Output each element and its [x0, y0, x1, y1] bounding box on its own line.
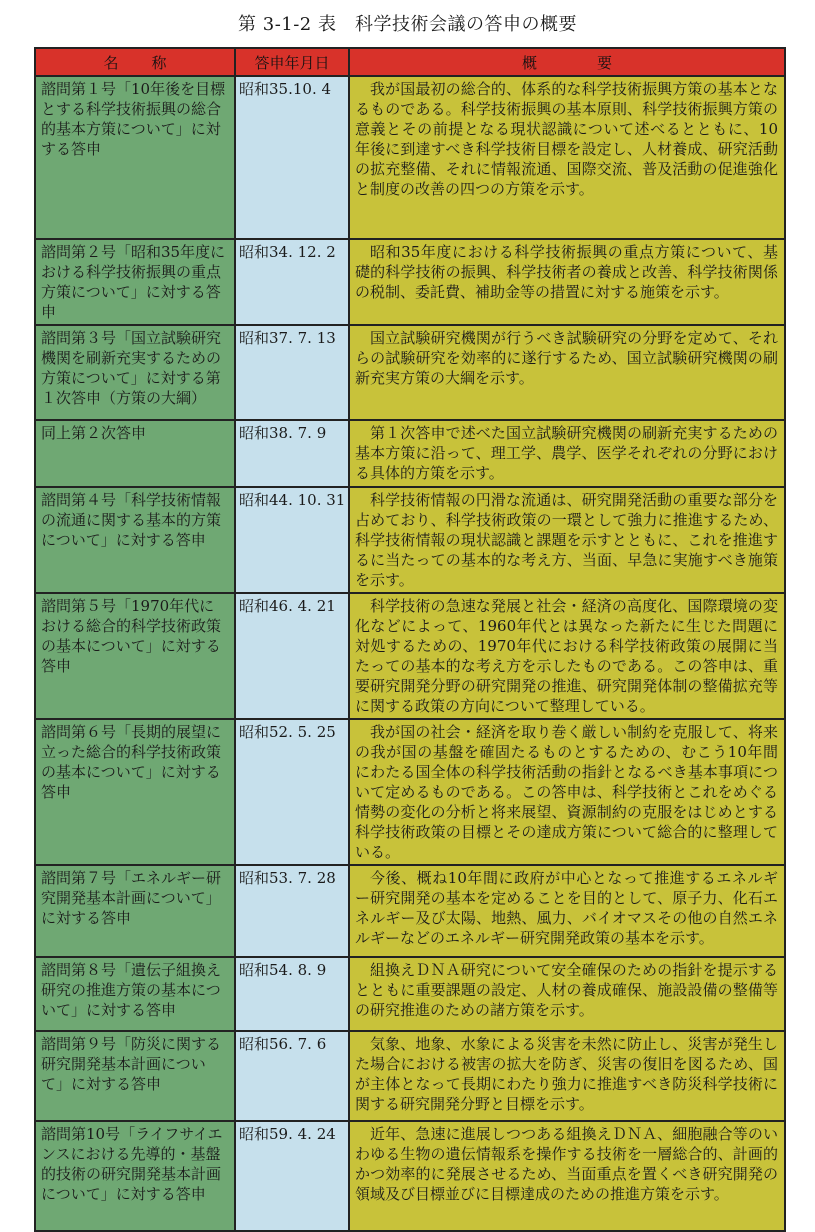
row-date: 昭和35.10. 4	[235, 76, 349, 239]
row-date: 昭和52. 5. 25	[235, 719, 349, 865]
table-row	[35, 957, 785, 1031]
row-date: 昭和54. 8. 9	[235, 957, 349, 1031]
row-summary: 気象、地象、水象による災害を未然に防止し、災害が発生した場合における被害の拡大を防ぎ、災害の復旧を図るため、国が主体となって長期にわたり強力に推進すべき防災科学技術に関する研究開発分野と目標を示す。	[349, 1031, 785, 1121]
row-summary: 我が国最初の総合的、体系的な科学技術振興方策の基本となるものである。科学技術振興の基本原則、科学技術振興方策の意義とその前提となる現状認識について述べるとともに、10年後に到達すべき科学技術目標を設定し、人材養成、研究活動の拡充整備、それに情報流通、国際交流、普及活動の促進強化と制度の改善の四つの方策を示す。	[349, 76, 785, 239]
summary-table	[34, 47, 786, 1232]
row-name: 諮問第５号「1970年代における総合的科学技術政策の基本について」に対する答申	[35, 593, 235, 719]
table-row	[35, 76, 785, 239]
table-title: 第 3-1-2 表 科学技術会議の答申の概要	[238, 14, 577, 35]
row-name: 同上第２次答申	[35, 420, 235, 487]
row-name: 諮問第６号「長期的展望に立った総合的科学技術政策の基本について」に対する答申	[35, 719, 235, 865]
header-row	[35, 48, 785, 76]
table-row	[35, 719, 785, 865]
row-summary: 科学技術の急速な発展と社会・経済の高度化、国際環境の変化などによって、1960年代とは異なった新たに生じた問題に対処するための、1970年代における科学技術政策の展開に当たっての基本的な考え方を示したものである。この答申は、重要研究開発分野の研究開発の推進、研究開発体制の整備拡充等に関する政策の方向について整理している。	[349, 593, 785, 719]
row-summary: 我が国の社会・経済を取り巻く厳しい制約を克服して、将来の我が国の基盤を確固たるものとするための、むこう10年間にわたる国全体の科学技術活動の指針となるべき基本事項について定めるものである。この答申は、科学技術とこれをめぐる情勢の変化の分析と将来展望、資源制約の克服をはじめとする科学技術政策の目標とその達成方策について総合的に整理している。	[349, 719, 785, 865]
row-date: 昭和37. 7. 13	[235, 325, 349, 420]
row-name: 諮問第４号「科学技術情報の流通に関する基本的方策について」に対する答申	[35, 487, 235, 593]
table-row	[35, 1031, 785, 1121]
row-summary: 第１次答申で述べた国立試験研究機関の刷新充実するための基本方策に沿って、理工学、農学、医学それぞれの分野における具体的方策を示す。	[349, 420, 785, 487]
row-summary: 今後、概ね10年間に政府が中心となって推進するエネルギー研究開発の基本を定めることを目的として、原子力、化石エネルギー及び太陽、地熱、風力、バイオマスその他の自然エネルギーなどのエネルギー研究開発政策の基本を示す。	[349, 865, 785, 957]
row-date: 昭和38. 7. 9	[235, 420, 349, 487]
row-name: 諮問第９号「防災に関する研究開発基本計画について」に対する答申	[35, 1031, 235, 1121]
table-row	[35, 865, 785, 957]
row-name: 諮問第10号「ライフサイエンスにおける先導的・基盤的技術の研究開発基本計画について」に対する答申	[35, 1121, 235, 1231]
row-summary: 組換えＤＮＡ研究について安全確保のための指針を提示するとともに重要課題の設定、人材の養成確保、施設設備の整備等の研究推進のための諸方策を示す。	[349, 957, 785, 1031]
row-date: 昭和46. 4. 21	[235, 593, 349, 719]
row-summary: 近年、急速に進展しつつある組換えＤＮＡ、細胞融合等のいわゆる生物の遺伝情報系を操作する技術を一層総合的、計画的かつ効率的に発展させるため、当面重点を置くべき研究開発の領域及び目標並びに目標達成のための推進方策を示す。	[349, 1121, 785, 1231]
table-row	[35, 325, 785, 420]
row-name: 諮問第８号「遺伝子組換え研究の推進方策の基本について」に対する答申	[35, 957, 235, 1031]
row-name: 諮問第７号「エネルギー研究開発基本計画について」に対する答申	[35, 865, 235, 957]
header-date: 答申年月日	[235, 48, 349, 76]
header-summary: 概 要	[349, 48, 785, 76]
table-row	[35, 1121, 785, 1231]
row-name: 諮問第１号「10年後を目標とする科学技術振興の総合的基本方策について」に対する答申	[35, 76, 235, 239]
row-summary: 昭和35年度における科学技術振興の重点方策について、基礎的科学技術の振興、科学技術者の養成と改善、科学技術関係の税制、委託費、補助金等の措置に対する施策を示す。	[349, 239, 785, 325]
header-name: 名称	[35, 48, 235, 76]
row-date: 昭和44. 10. 31	[235, 487, 349, 593]
row-date: 昭和53. 7. 28	[235, 865, 349, 957]
table-row	[35, 593, 785, 719]
row-summary: 科学技術情報の円滑な流通は、研究開発活動の重要な部分を占めており、科学技術政策の一環として強力に推進するため、科学技術情報の現状認識と課題を示すとともに、これを推進するに当たっての基本的な考え方、当面、早急に実施すべき施策を示す。	[349, 487, 785, 593]
row-summary: 国立試験研究機関が行うべき試験研究の分野を定めて、それらの試験研究を効率的に遂行するため、国立試験研究機関の刷新充実方策の大綱を示す。	[349, 325, 785, 420]
table-row	[35, 487, 785, 593]
row-date: 昭和59. 4. 24	[235, 1121, 349, 1231]
row-date: 昭和34. 12. 2	[235, 239, 349, 325]
row-name: 諮問第３号「国立試験研究機関を刷新充実するための方策について」に対する第１次答申（方策の大綱）	[35, 325, 235, 420]
row-name: 諮問第２号「昭和35年度における科学技術振興の重点方策について」に対する答申	[35, 239, 235, 325]
row-date: 昭和56. 7. 6	[235, 1031, 349, 1121]
table-row	[35, 420, 785, 487]
table-row	[35, 239, 785, 325]
